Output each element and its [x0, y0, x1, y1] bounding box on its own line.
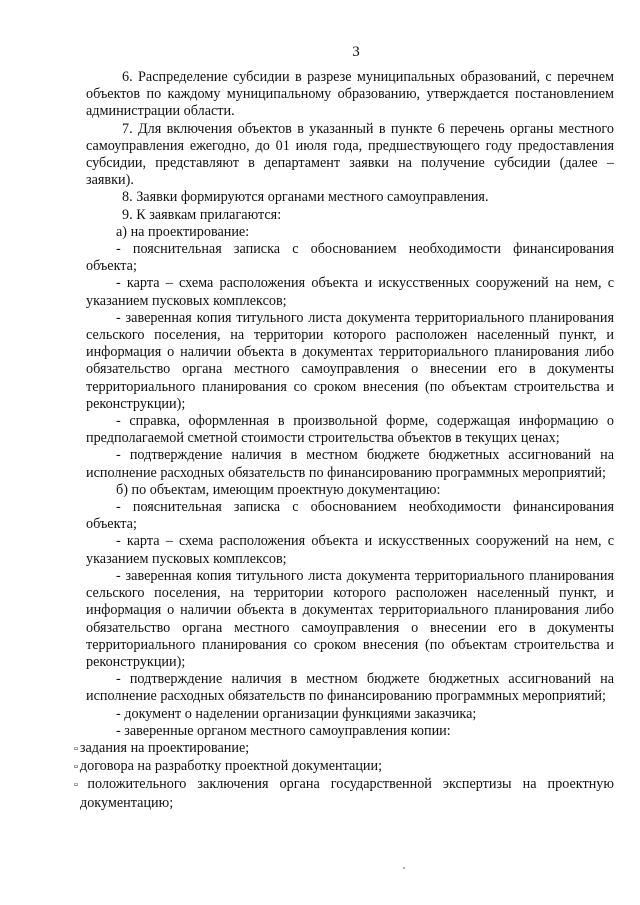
subsection-b-heading: б) по объектам, имеющим проектную документацию:	[116, 481, 441, 498]
scan-speck	[403, 867, 405, 869]
list-item: - карта – схема расположения объекта и искусственных сооружений на нем, с указанием пусковых комплексов;	[86, 533, 614, 567]
list-item: - подтверждение наличия в местном бюджете бюджетных ассигнований на исполнение расходных обязательств по финансированию программных мероприятий;	[86, 671, 614, 705]
list-item: - заверенные органом местного самоуправления копии:	[116, 722, 451, 739]
list-item: - подтверждение наличия в местном бюджете бюджетных ассигнований на исполнение расходных обязательств по финансированию программных мероприятий;	[86, 447, 614, 481]
list-item: - пояснительная записка с обоснованием необходимости финансирования объекта;	[86, 499, 614, 533]
paragraph-6: 6. Распределение субсидии в разрезе муниципальных образований, с перечнем объектов по каждому муниципальному образованию, утверждается постановлением администрации области.	[86, 69, 614, 120]
paragraph-8: 8. Заявки формируются органами местного самоуправления.	[122, 189, 489, 206]
list-item: - пояснительная записка с обоснованием необходимости финансирования объекта;	[86, 241, 614, 275]
document-body	[79, 69, 614, 812]
bullet-item: ▫ задания на проектирование;	[80, 740, 614, 758]
bullet-item: ▫ положительного заключения органа государственной экспертизы на проектную документацию;	[80, 776, 614, 811]
paragraph-7: 7. Для включения объектов в указанный в пункте 6 перечень органы местного самоуправления ежегодно, до 01 июля года, предшествующего году предоставления субсидии, представляют в департамент заявки на получение субсидии (далее – заявки).	[86, 120, 614, 189]
bullet-item: ▫ договора на разработку проектной документации;	[80, 758, 614, 776]
list-item: - справка, оформленная в произвольной форме, содержащая информацию о предполагаемой сметной стоимости строительства объектов в текущих ценах;	[86, 413, 614, 447]
page-number: 3	[352, 44, 360, 60]
paragraph-9: 9. К заявкам прилагаются:	[122, 206, 282, 223]
list-item: - заверенная копия титульного листа документа территориального планирования сельского поселения, на территории которого расположен населенный пункт, и информация о наличии объекта в документах территориального планирования либо обязательство органа местного самоуправления о внесении его в документы территориального планирования со сроком внесения (по объектам строительства и реконструкции);	[86, 567, 614, 670]
list-item: - карта – схема расположения объекта и искусственных сооружений на нем, с указанием пусковых комплексов;	[86, 275, 614, 309]
list-item: - документ о наделении организации функциями заказчика;	[116, 705, 477, 722]
list-item: - заверенная копия титульного листа документа территориального планирования сельского поселения, на территории которого расположен населенный пункт, и информация о наличии объекта в документах территориального планирования либо обязательство органа местного самоуправления о внесении его в документы территориального планирования со сроком внесения (по объектам строительства и реконструкции);	[86, 309, 614, 412]
subsection-a-heading: а) на проектирование:	[116, 223, 250, 240]
